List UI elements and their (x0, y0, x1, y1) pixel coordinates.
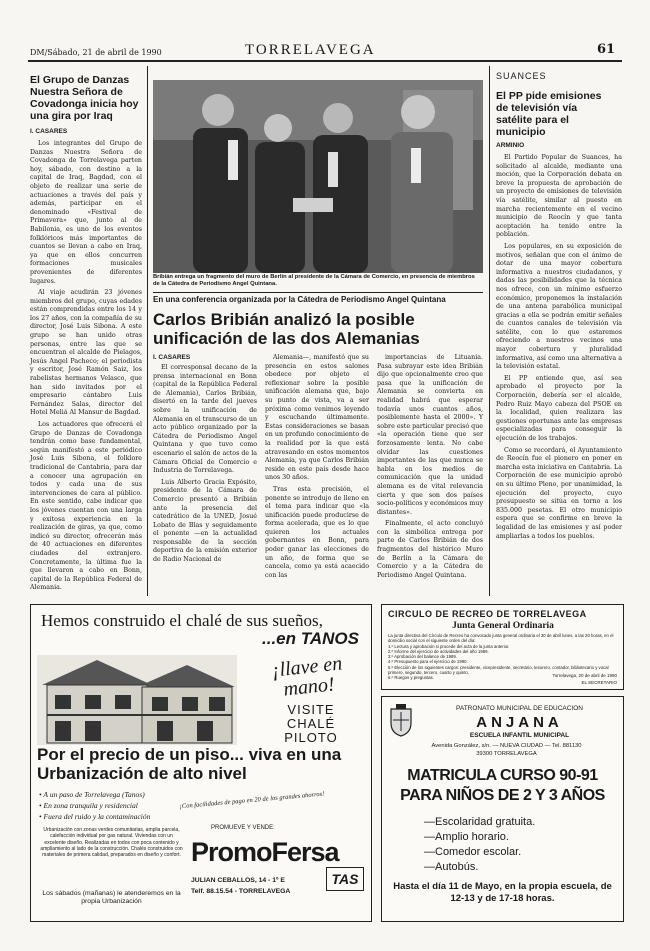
issue-date: DM/Sábado, 21 de abril de 1990 (30, 48, 162, 57)
paragraph: Finalmente, el acto concluyó con la simbólica entrega por parte de Carlos Bribián de dos fragmentos del histórico Muro de Berlín a la Cámara de Comercio y a la Cátedra de Periodismo Angel Quintana. (377, 520, 483, 579)
column-rule (147, 66, 148, 596)
main-col-2 (265, 354, 369, 583)
ad-circulo (381, 604, 624, 690)
enrolment-subheadline: PARA NIÑOS DE 2 Y 3 AÑOS (400, 787, 605, 804)
municipal-crest-icon (388, 703, 414, 737)
small-note: Urbanización con zonas verdes comunitarias, amplia parcela, calefacción individual por gas natural. Viviendas con un excelente diseño. Realizadas en todos con poca contenido y ampliamiento al lado de la construcción. Chalés construidos con materiales de primera calidad, preparados en diseño y confort. (40, 827, 183, 859)
main-col-3 (377, 354, 483, 583)
promoter-phone: Telf. 88.15.54 - TORRELAVEGA (191, 888, 291, 895)
feature-item: • En zona tranquila y residencial (39, 801, 138, 810)
main-headline: Carlos Bribián analizó la posible unificación de las dos Alemanias (153, 310, 420, 348)
anjana-address: Avenida González, s/n. — NUEVA CIUDAD — Tel. 881130 (431, 743, 582, 749)
benefit-item: —Comedor escolar. (424, 846, 522, 858)
ad-subtitle: ...en TANOS (262, 629, 359, 648)
photo-illustration (153, 80, 483, 273)
ad-anjana (381, 696, 624, 922)
section-title: TORRELAVEGA (245, 42, 376, 58)
benefit-item: —Autobús. (424, 861, 479, 873)
circulo-subtitle: Junta General Ordinaria (452, 621, 554, 631)
promofersa-logo: PromoFersa (191, 837, 339, 867)
main-kicker: En una conferencia organizada por la Cátedra de Periodismo Angel Quintana (153, 295, 446, 304)
enrolment-headline: MATRICULA CURSO 90-91 (407, 767, 598, 784)
benefits-list (424, 815, 614, 875)
promoter-address: JULIAN CEBALLOS, 14 - 1º E (191, 877, 285, 884)
right-byline: ARMINIO (496, 142, 525, 149)
page-number: 61 (597, 42, 616, 57)
caption-rule (153, 292, 483, 293)
right-article-body (496, 154, 622, 544)
paragraph: importancias de Lituania. Pasa subrayar este idea Bribián dijo que opcionalmente creo que pasa que la unificación de Alemania se convierta en realidad habrá que esperar todavía unos cuantos años, posiblemente hasta el 2000». Y sobre este particular precisó que «la operación tiene que ser forzosamente lenta. No cabe olvidar las cuestiones importantes de las que nunca se habla en los medios de comunicación que la unidad alemana es de vital relevancia cierta y que son dos países socio-políticos y económicos muy distantes». (377, 354, 483, 516)
news-photo (153, 80, 483, 273)
anjana-org: PATRONATO MUNICIPAL DE EDUCACION (455, 705, 583, 712)
ad-tanos (30, 604, 372, 922)
paragraph: Alemania—, manifestó que su presencia en estos salones obedece por objeto el reflexionar sobre la posible unificación alemana que, bajo su punto de vista, va a ser próxima como venimos leyendo y escuchando últimamente. Estas consideraciones se basan en un profundo conocimiento de la realidad por la que está atravesando en estos momentos Alemania, ya que Carlos Bribián reside en este país desde hace unos 30 años. (265, 354, 369, 482)
circulo-signed: EL SECRETARIO (581, 680, 617, 685)
left-byline: I. CASARES (30, 128, 68, 135)
right-headline: El PP pide emisiones de televisión vía satélite para el municipio (496, 90, 602, 138)
benefit-item: —Escolaridad gratuita. (424, 816, 536, 828)
chalet-drawing (37, 655, 237, 745)
right-section: SUANCES (496, 71, 547, 81)
paragraph: Al viaje acudirán 23 jóvenes miembros del grupo, cuyas edades están comprendidas entre los 14 y los 27 años, con la compañía de su director, José Luis Sibona. A este grupo se han unido otras personas, entre las que se encuentran el alcalde de Pielagos, Jesús Angel Pacheco; el periodista y escritor, José Ramón Saiz, los rabelistas hermanos Velasco, que han sido invitados por el empresario cántabro Luis Fernández Salas, director del Hotel Meliá Al Mansur de Bagdad. (30, 289, 142, 417)
paragraph: Luis Alberto Gracia Expósito, presidente de la Cámara de Comercio presentó a Bribián ante la presencia del catedrático de la UNED, Josué Lobato de Blas y seguidamente el ponente —en la actualidad responsable de la sección deportiva de la emisión exterior de Radio Nacional de (153, 478, 257, 564)
visit-chalet: VISITE CHALÉ PILOTO (284, 702, 338, 745)
enrolment-deadline: Hasta el día 11 de Mayo, en la propia escuela, de 12-13 y de 17-18 horas. (393, 881, 612, 904)
anjana-school: ESCUELA INFANTIL MUNICIPAL (469, 732, 570, 739)
paragraph: Los actuadores que ofrecerá el Grupo de Danzas de Covadonga tendrán como base fundamental, según manifestó a este periódico José Luis Sibona, el folklore tradicional de Cantabria, para dar a conocer una agrupación en todos y cada una de sus intervenciones de cara al público. En este sentido, cabe indicar que los jóvenes cuentan con una larga y exitosa experiencia en la realización de giras, ya que, como indicó su director, ofrecerán más de 40 actuaciones en diferentes ciudades del extranjero. Concretamente, la última fue la que llevaron a cabo en Bonn, capital de la República Federal de Alemania. (30, 421, 142, 592)
header-rule (28, 60, 622, 62)
promoter-label: PROMUEVE Y VENDE: (211, 825, 275, 831)
main-byline: I. CASARES (153, 354, 191, 361)
left-headline: El Grupo de Danzas Nuestra Señora de Covadonga inicia hoy una gira por Iraq (30, 74, 139, 122)
paragraph: Como se recordará, el Ayuntamiento de Reocín fue el pionero en poner en marcha esta iniciativa en Cantabria. La Corporación de ese municipio aprobó en su último Pleno, por unanimidad, la ejecución del proyecto, cuyo presupuesto se sitúa en torno a los 835.000 pesetas. El otro municipio espera que se confirme en breve la legalidad de las emisiones y así poder ampliarlas a todos los pueblos. (496, 446, 622, 540)
paragraph: El PP entiende que, así sea aprobado el proyecto por la Corporación, debería ser el alcalde, Pedro Ruiz Mayo cabeza del PSOE en la localidad, quien realizara las gestiones oportunas ante las empresas especializadas para conseguir la ejecución de los trabajos. (496, 374, 622, 442)
feature-item: • Fuera del ruido y la contaminación (39, 812, 151, 821)
ad-main-claim: Por el precio de un piso... viva en una Urbanización de alto nivel (37, 745, 342, 783)
anjana-name: ANJANA (476, 714, 563, 731)
paragraph: Los populares, en su exposición de motivos, señalan que con el ánimo de dotar de una mayor cobertura informativa a nuestros ciudadanos, y dadas las posibilidades que la técnica nos ofrece, con un mínimo esfuerzo económico, proponemos la instalación de una antena parabólica municipal gracias a ella se podrán emitir señales de cuantos canales de televisión vía satélite, con lo que estaremos ofreciendo a nuestros vecinos una mayor cobertura y pluralidad informativa, así como una alternativa a la televisión estatal. (496, 242, 622, 371)
paragraph: Los integrantes del Grupo de Danzas Nuestra Señora de Covadonga de Torrelavega parten hoy, sábado, con destino a la capital de Iraq, Bagdad, con el objeto de realizar una serie de actuaciones a través del país y además, participar en el denominado «Festival de Primavera» que, junto al de Babilonia, es uno de los eventos folklóricos más importantes de cuantos se llevan a cabo en Iraq, ya que en ellos concurren formaciones musicales provenientes de diferentes lugares. (30, 140, 142, 285)
circulo-date: Torrelavega, 20 de abril de 1990 (552, 673, 617, 678)
paragraph: El corresponsal decano de la prensa internacional en Bonn (capital de la República Federal de Alemania), Carlos Bribián, disertó en la tarde del jueves sobre la unificación de Alemania en el transcurso de un acto público organizado por la Cátedra de Periodismo Angel Quintana y que tuvo como escenario el salón de actos de la Cámara Oficial de Comercio e Industria de Torrelavega. (153, 364, 257, 475)
ad-title: Hemos construido el chalé de sus sueños, (41, 611, 323, 630)
tas-logo: TAS (326, 867, 364, 891)
benefit-item: —Amplio horario. (424, 831, 509, 843)
main-col-1 (153, 364, 257, 568)
feature-item: • A un paso de Torrelavega (Tanos) (39, 790, 145, 799)
weekends-note: Los sábados (mañanas) le atenderemos en la propia Urbanización (42, 890, 181, 905)
handwritten-note: ¡Con facilidades de pago en 20 de los grandes ahorros! (179, 790, 325, 811)
left-article-body (30, 140, 142, 596)
circulo-title: CIRCULO DE RECREO DE TORRELAVEGA (388, 609, 587, 619)
handwritten-slogan: ¡llave en mano! (270, 652, 344, 701)
paragraph: El Partido Popular de Suances, ha solicitado al alcalde, mediante una moción, que la Corporación debata en breve la propuesta de aprobación de un proyecto de emisiones de televisión vía satélite, similar al puesto en marcha recientemente en el vecino municipio de Reocín y que tanta aceptación ha tenido entre la población. (496, 154, 622, 239)
column-rule (489, 66, 490, 596)
anjana-city: 39300 TORRELAVEGA (476, 751, 537, 757)
paragraph: Tras esta precisión, el ponente se introdujo de lleno en el tema para indicar que «la unificación puede producirse de forma acelerada, que es lo que quieren los actuales gobernantes en Bonn, para poder ganar las elecciones de un año, de forma que se cancela, como ya está acaecido con las (265, 485, 369, 579)
circulo-body: La junta directiva del Círculo de Recreo ha convocado junta general ordinaria el 30 de abril lunes, a las 20 horas, en el domicilio social con el siguiente orden del día: 1.º Lectura y aprobación si procede del acta de la junta anterior. 2.º Informe del ejercicio de actividades del año 1989. 3.º Aprobación del balance de 1989. 4.º Presupuesto para el ejercicio de 1990. 5.º Elección de los siguientes cargos: presidente, vicepresidente, secretario, tesorero, contador, bibliotecario y vocal primero, segundo, tercero, cuarto y quinto. 6.º Ruegos y preguntas. (388, 633, 614, 681)
photo-caption: Bribián entrega un fragmento del muro de Berlín al presidente de la Cámara de Comercio, en presencia de miembros de la Cátedra de Periodismo Angel Quintana. (153, 274, 475, 287)
